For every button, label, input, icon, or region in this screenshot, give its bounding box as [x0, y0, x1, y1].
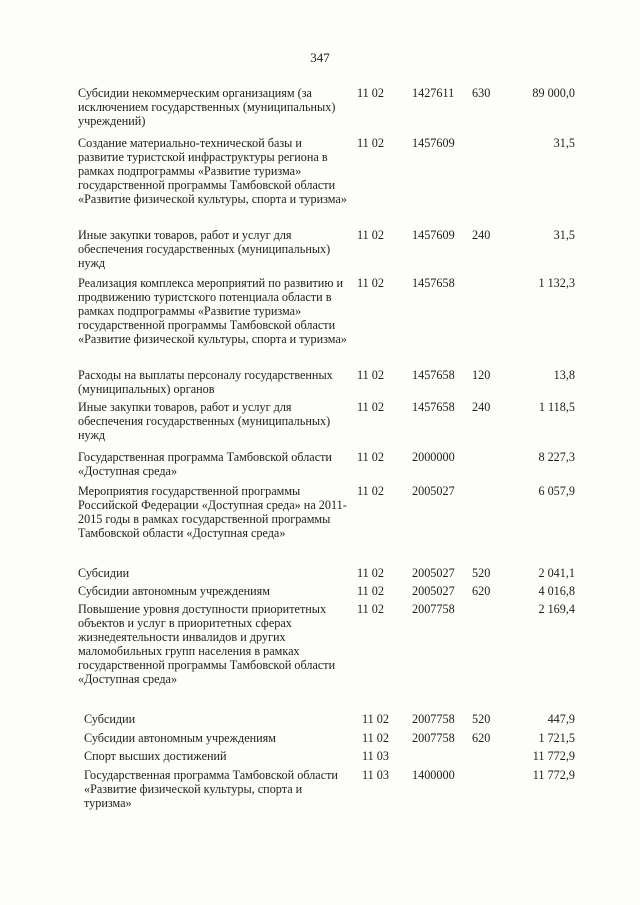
row-section-code: 11 02	[357, 368, 384, 382]
row-name: Государственная программа Тамбовской области «Развитие физической культуры, спорта и туризма»	[84, 768, 338, 810]
row-amount: 4 016,8	[538, 584, 575, 598]
row-expense-type: 520	[472, 712, 491, 726]
row-section-code: 11 02	[357, 584, 384, 598]
row-target-article: 1400000	[412, 768, 455, 782]
row-section-code: 11 02	[357, 484, 384, 498]
row-target-article: 2005027	[412, 584, 455, 598]
page-number: 347	[310, 50, 330, 65]
row-target-article: 2007758	[412, 712, 455, 726]
row-target-article: 2005027	[412, 484, 455, 498]
row-amount: 2 169,4	[538, 602, 575, 616]
row-amount: 6 057,9	[538, 484, 575, 498]
row-target-article: 1457609	[412, 228, 455, 242]
row-expense-type: 620	[472, 731, 491, 745]
row-name: Субсидии	[84, 712, 136, 726]
row-section-code: 11 02	[357, 136, 384, 150]
row-section-code: 11 02	[362, 731, 389, 745]
row-name: Государственная программа Тамбовской области «Доступная среда»	[78, 450, 332, 478]
row-name: Иные закупки товаров, работ и услуг для обеспечения государственных (муниципальных) нужд	[78, 400, 331, 442]
row-target-article: 2005027	[412, 566, 455, 580]
row-name: Иные закупки товаров, работ и услуг для обеспечения государственных (муниципальных) нужд	[78, 228, 331, 270]
row-target-article: 1457658	[412, 276, 455, 290]
row-section-code: 11 02	[357, 450, 384, 464]
row-amount: 447,9	[547, 712, 575, 726]
row-target-article: 2000000	[412, 450, 455, 464]
row-amount: 89 000,0	[532, 86, 575, 100]
row-name: Субсидии автономным учреждениям	[84, 731, 276, 745]
row-section-code: 11 02	[357, 86, 384, 100]
row-expense-type: 240	[472, 400, 491, 414]
row-amount: 8 227,3	[538, 450, 575, 464]
row-name: Реализация комплекса мероприятий по развитию и продвижению туристского потенциала области в рамках подпрограммы «Развитие туризма» государственной программы Тамбовской области «Развитие физической культуры, спорта и туризма»	[78, 276, 347, 346]
row-expense-type: 520	[472, 566, 491, 580]
row-target-article: 2007758	[412, 602, 455, 616]
row-target-article: 2007758	[412, 731, 455, 745]
row-section-code: 11 02	[357, 602, 384, 616]
row-expense-type: 630	[472, 86, 491, 100]
row-expense-type: 620	[472, 584, 491, 598]
row-amount: 11 772,9	[532, 768, 575, 782]
row-name: Субсидии	[78, 566, 130, 580]
row-name: Субсидии автономным учреждениям	[78, 584, 270, 598]
row-section-code: 11 02	[357, 228, 384, 242]
row-target-article: 1457609	[412, 136, 455, 150]
row-amount: 13,8	[553, 368, 575, 382]
row-section-code: 11 03	[362, 749, 389, 763]
row-amount: 11 772,9	[532, 749, 575, 763]
row-name: Спорт высших достижений	[84, 749, 227, 763]
row-expense-type: 240	[472, 228, 491, 242]
row-target-article: 1457658	[412, 400, 455, 414]
row-amount: 1 721,5	[538, 731, 575, 745]
row-amount: 2 041,1	[538, 566, 575, 580]
row-section-code: 11 02	[357, 400, 384, 414]
row-amount: 31,5	[553, 228, 575, 242]
row-name: Создание материально-технической базы и развитие туристской инфраструктуры региона в рамках подпрограммы «Развитие туризма» государственной программы Тамбовской области «Развитие физической культуры, спорта и туризма»	[78, 136, 347, 206]
row-section-code: 11 03	[362, 768, 389, 782]
row-name: Повышение уровня доступности приоритетных объектов и услуг в приоритетных сферах жизнедеятельности инвалидов и других маломобильных групп населения в рамках государственной программы Тамбовской области «Доступная среда»	[78, 602, 336, 686]
row-name: Мероприятия государственной программы Российской Федерации «Доступная среда» на 2011-2015 годы в рамках государственной программы Тамбовской области «Доступная среда»	[78, 484, 347, 540]
row-target-article: 1427611	[412, 86, 455, 100]
row-section-code: 11 02	[357, 276, 384, 290]
row-section-code: 11 02	[362, 712, 389, 726]
row-section-code: 11 02	[357, 566, 384, 580]
row-name: Расходы на выплаты персоналу государственных (муниципальных) органов	[78, 368, 333, 396]
row-expense-type: 120	[472, 368, 491, 382]
row-target-article: 1457658	[412, 368, 455, 382]
row-amount: 31,5	[553, 136, 575, 150]
row-amount: 1 118,5	[538, 400, 575, 414]
row-name: Субсидии некоммерческим организациям (за исключением государственных (муниципальных) учреждений)	[78, 86, 336, 128]
row-amount: 1 132,3	[538, 276, 575, 290]
